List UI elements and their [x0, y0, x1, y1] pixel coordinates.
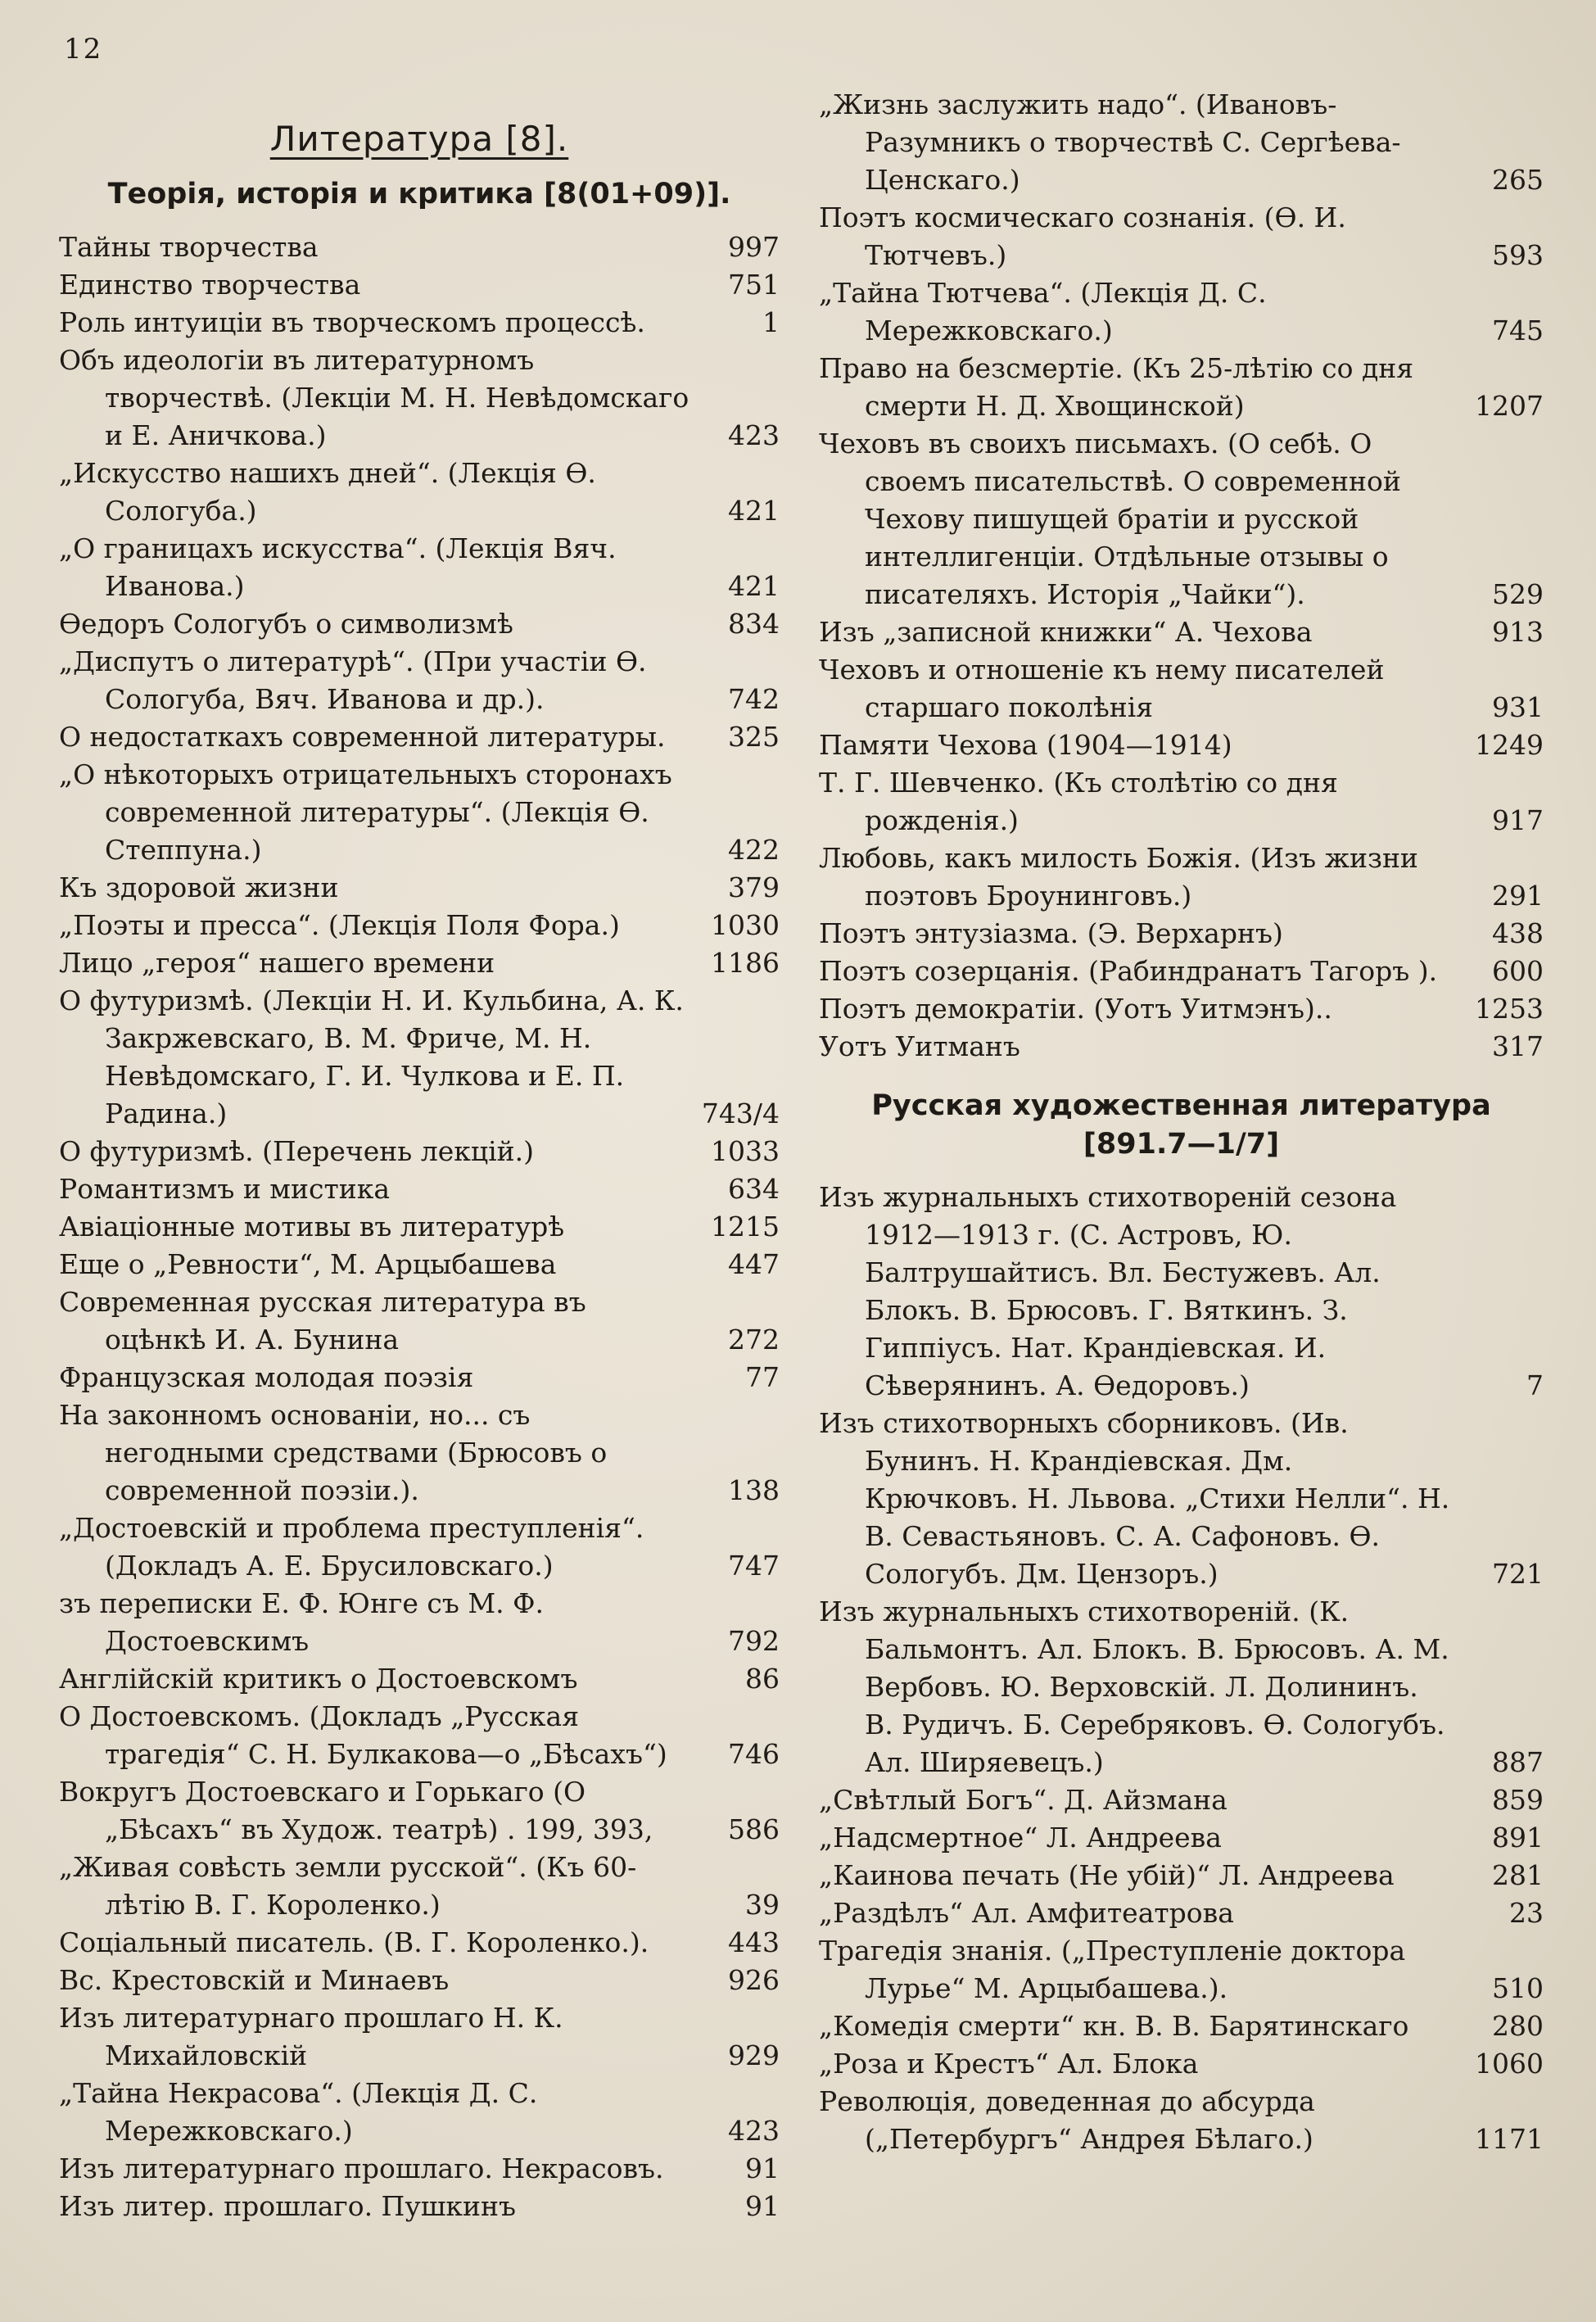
entry-title: Памяти Чехова (1904—1914) — [819, 729, 1232, 761]
entry-page-number: 746 — [728, 1738, 780, 1770]
index-entry — [819, 915, 1544, 953]
index-entry — [59, 1208, 780, 1246]
entry-page-number: 317 — [1492, 1030, 1544, 1062]
entry-title: „О границахъ искусства“. (Лекція Вяч. Иванова.) — [59, 532, 617, 602]
entry-title: Романтизмъ и мистика — [59, 1173, 390, 1205]
index-entry — [819, 2007, 1544, 2045]
index-entry — [819, 1819, 1544, 1857]
subsection-heading-theory: Теорія, исторія и критика [8(01+09)]. — [107, 178, 731, 210]
entry-page-number: 997 — [728, 231, 780, 263]
index-entry — [59, 1359, 780, 1396]
entry-page-number: 1030 — [711, 909, 780, 941]
entry-page-number: 281 — [1492, 1859, 1544, 1891]
entry-title: Французская молодая поэзія — [59, 1361, 474, 1393]
index-entry — [59, 455, 780, 530]
index-entry — [819, 1857, 1544, 1894]
index-entry — [59, 1660, 780, 1698]
index-entry — [59, 530, 780, 605]
entry-page-number: 1033 — [711, 1135, 780, 1167]
index-entry — [819, 1932, 1544, 2007]
index-entry — [59, 1585, 780, 1660]
entry-page-number: 272 — [728, 1324, 780, 1356]
entry-page-number: 438 — [1492, 917, 1544, 949]
index-entry — [59, 756, 780, 869]
right-entry-list — [819, 86, 1544, 1066]
entry-title: Чеховъ и отношеніе къ нему писателей старшаго поколѣнія — [819, 654, 1385, 723]
index-entry — [819, 726, 1544, 764]
entry-page-number: 423 — [728, 419, 780, 451]
index-entry — [819, 2045, 1544, 2083]
entry-page-number: 138 — [728, 1474, 780, 1506]
index-entry — [819, 274, 1544, 350]
entry-title: „О нѣкоторыхъ отрицательныхъ сторонахъ современной литературы“. (Лекція Ѳ. Степпуна.) — [59, 758, 672, 866]
entry-page-number: 1215 — [711, 1211, 780, 1242]
entry-page-number: 91 — [745, 2190, 780, 2222]
entry-page-number: 600 — [1492, 955, 1544, 987]
entry-title: Изъ литер. прошлаго. Пушкинъ — [59, 2190, 517, 2222]
index-entry — [59, 1510, 780, 1585]
index-entry — [59, 1246, 780, 1283]
entry-page-number: 1 — [762, 306, 780, 338]
entry-page-number: 1060 — [1475, 2048, 1544, 2080]
entry-page-number: 747 — [728, 1550, 780, 1582]
entry-title: Ѳедоръ Сологубъ о символизмѣ — [59, 608, 513, 640]
entry-title: зъ переписки Е. Ф. Юнге съ М. Ф. Достоевскимъ — [59, 1587, 544, 1657]
entry-page-number: 745 — [1492, 315, 1544, 346]
entry-title: „Тайна Некрасова“. (Лекція Д. С. Мережковскаго.) — [59, 2077, 538, 2147]
entry-page-number: 742 — [728, 683, 780, 715]
index-entry — [59, 982, 780, 1133]
entry-page-number: 325 — [728, 721, 780, 753]
entry-title: „Достоевскій и проблема преступленія“. (Докладъ А. Е. Брусиловскаго.) — [59, 1512, 644, 1582]
entry-page-number: 913 — [1492, 616, 1544, 648]
entry-title: Авіаціонные мотивы въ литературѣ — [59, 1211, 565, 1242]
entry-page-number: 743/4 — [701, 1098, 780, 1129]
index-entry — [59, 605, 780, 643]
index-entry — [59, 266, 780, 304]
entry-page-number: 926 — [728, 1964, 780, 1996]
entry-title: „Раздѣлъ“ Ал. Амфитеатрова — [819, 1897, 1234, 1929]
entry-page-number: 1171 — [1475, 2123, 1544, 2155]
index-entry — [59, 643, 780, 718]
index-entry — [819, 1405, 1544, 1593]
subsection-heading-russian-fiction: Русская художественная литература [891.7—1/7] — [871, 1089, 1491, 1161]
index-entry — [59, 869, 780, 907]
entry-title: О недостаткахъ современной литературы. — [59, 721, 666, 753]
entry-page-number: 7 — [1526, 1369, 1544, 1401]
index-entry — [59, 1962, 780, 1999]
entry-page-number: 379 — [728, 871, 780, 903]
entry-title: Изъ литературнаго прошлаго. Некрасовъ. — [59, 2152, 664, 2184]
entry-page-number: 86 — [745, 1663, 780, 1695]
entry-page-number: 1186 — [711, 947, 780, 979]
index-entry — [59, 2188, 780, 2225]
entry-page-number: 39 — [745, 1889, 780, 1921]
entry-title: Трагедія знанія. („Преступленіе доктора Лурье“ М. Арцыбашева.). — [819, 1935, 1406, 2004]
entry-title: „Искусство нашихъ дней“. (Лекція Ѳ. Сологуба.) — [59, 457, 596, 527]
entry-title: Единство творчества — [59, 269, 361, 301]
entry-page-number: 931 — [1492, 691, 1544, 723]
entry-title: Соціальный писатель. (В. Г. Короленко.). — [59, 1926, 649, 1958]
index-entry — [819, 86, 1544, 199]
entry-page-number: 529 — [1492, 578, 1544, 610]
entry-page-number: 422 — [728, 834, 780, 866]
right-column — [819, 86, 1544, 2158]
entry-page-number: 586 — [728, 1813, 780, 1845]
entry-title: Т. Г. Шевченко. (Къ столѣтію со дня рожденія.) — [819, 767, 1338, 836]
entry-title: Англійскій критикъ о Достоевскомъ — [59, 1663, 578, 1695]
entry-page-number: 887 — [1492, 1746, 1544, 1778]
index-entry — [819, 425, 1544, 613]
entry-page-number: 280 — [1492, 2010, 1544, 2042]
index-entry — [59, 718, 780, 756]
index-entry — [59, 907, 780, 944]
index-entry — [819, 1781, 1544, 1819]
entry-title: Любовь, какъ милость Божія. (Изъ жизни поэтовъ Броунинговъ.) — [819, 842, 1418, 912]
page-number: 12 — [64, 33, 103, 66]
index-entry — [59, 1133, 780, 1170]
entry-title: О футуризмѣ. (Перечень лекцій.) — [59, 1135, 535, 1167]
index-entry — [59, 342, 780, 455]
entry-title: Тайны творчества — [59, 231, 319, 263]
entry-title: Поэтъ демократіи. (Уотъ Уитмэнъ).. — [819, 993, 1332, 1025]
entry-page-number: 91 — [745, 2152, 780, 2184]
entry-page-number: 510 — [1492, 1972, 1544, 2004]
entry-title: „Роза и Крестъ“ Ал. Блока — [819, 2048, 1199, 2080]
index-entry — [59, 944, 780, 982]
index-entry — [59, 2075, 780, 2150]
entry-title: Къ здоровой жизни — [59, 871, 339, 903]
index-entry — [819, 1894, 1544, 1932]
left-column — [59, 86, 780, 2225]
entry-title: О Достоевскомъ. (Докладъ „Русская трагедія“ С. Н. Булкакова—о „Бѣсахъ“) — [59, 1700, 667, 1770]
index-entry — [819, 199, 1544, 274]
index-entry — [59, 229, 780, 266]
left-entry-list — [59, 229, 780, 2225]
entry-title: „Жизнь заслужить надо“. (Ивановъ-Разумникъ о творчествѣ С. Сергѣева-Ценскаго.) — [819, 88, 1401, 196]
index-entry — [59, 1283, 780, 1359]
entry-page-number: 917 — [1492, 804, 1544, 836]
entry-title: Уотъ Уитманъ — [819, 1030, 1020, 1062]
entry-page-number: 77 — [745, 1361, 780, 1393]
entry-title: „Свѣтлый Богъ“. Д. Айзмана — [819, 1784, 1228, 1816]
entry-title: Поэтъ созерцанія. (Рабиндранатъ Тагоръ ). — [819, 955, 1438, 987]
entry-page-number: 929 — [728, 2039, 780, 2071]
entry-page-number: 447 — [728, 1248, 780, 1280]
index-entry — [819, 651, 1544, 726]
entry-page-number: 634 — [728, 1173, 780, 1205]
index-entry — [819, 953, 1544, 990]
entry-title: На законномъ основаніи, но... съ негодными средствами (Брюсовъ о современной поэзіи.). — [59, 1399, 608, 1506]
right-entry-list-2 — [819, 1179, 1544, 2158]
entry-page-number: 834 — [728, 608, 780, 640]
index-entry — [819, 1593, 1544, 1781]
entry-title: „Комедія смерти“ кн. В. В. Барятинскаго — [819, 2010, 1409, 2042]
index-entry — [59, 1849, 780, 1924]
entry-title: Революція, доведенная до абсурда („Петербургъ“ Андрея Бѣлаго.) — [819, 2085, 1315, 2155]
entry-title: Изъ литературнаго прошлаго Н. К. Михайловскій — [59, 2002, 563, 2071]
index-entry — [59, 1396, 780, 1510]
entry-page-number: 423 — [728, 2115, 780, 2147]
entry-page-number: 265 — [1492, 164, 1544, 196]
section-heading-literature: Литература [8]. — [269, 119, 569, 159]
entry-title: Лицо „героя“ нашего времени — [59, 947, 495, 979]
index-entry — [59, 304, 780, 342]
entry-title: Изъ „записной книжки“ А. Чехова — [819, 616, 1313, 648]
index-entry — [59, 1999, 780, 2075]
entry-page-number: 1207 — [1475, 390, 1544, 422]
entry-title: „Каинова печать (Не убій)“ Л. Андреева — [819, 1859, 1395, 1891]
index-entry — [819, 764, 1544, 840]
entry-page-number: 443 — [728, 1926, 780, 1958]
entry-title: Объ идеологіи въ литературномъ творчествѣ. (Лекціи М. Н. Невѣдомскаго и Е. Аничкова.) — [59, 344, 689, 451]
entry-title: „Надсмертное“ Л. Андреева — [819, 1822, 1222, 1854]
entry-page-number: 593 — [1492, 239, 1544, 271]
entry-page-number: 1249 — [1475, 729, 1544, 761]
entry-title: Вокругъ Достоевскаго и Горькаго (О „Бѣсахъ“ въ Худож. театрѣ) . 199, 393, — [59, 1776, 653, 1845]
entry-title: „Поэты и пресса“. (Лекція Поля Фора.) — [59, 909, 620, 941]
entry-title: „Диспутъ о литературѣ“. (При участіи Ѳ. Сологуба, Вяч. Иванова и др.). — [59, 645, 647, 715]
entry-page-number: 23 — [1509, 1897, 1544, 1929]
entry-title: О футуризмѣ. (Лекціи Н. И. Кульбина, А. К. Закржевскаго, В. М. Фриче, М. Н. Невѣдомскаго, Г. И. Чулкова и Е. П. Радина.) — [59, 984, 684, 1129]
entry-title: Изъ стихотворныхъ сборниковъ. (Ив. Бунинъ. Н. Крандіевская. Дм. Крючковъ. Н. Львова. „Стихи Нелли“. Н. В. Севастьяновъ. С. А. Сафоновъ. Ѳ. Сологубъ. Дм. Цензоръ.) — [819, 1407, 1450, 1590]
entry-title: „Живая совѣсть земли русской“. (Къ 60-лѣтію В. Г. Короленко.) — [59, 1851, 637, 1921]
index-entry — [59, 1924, 780, 1962]
index-entry — [819, 613, 1544, 651]
entry-title: Роль интуиціи въ творческомъ процессѣ. — [59, 306, 645, 338]
entry-page-number: 421 — [728, 570, 780, 602]
index-entry — [819, 840, 1544, 915]
index-entry — [59, 2150, 780, 2188]
entry-title: Право на безсмертіе. (Къ 25-лѣтію со дня смерти Н. Д. Хвощинской) — [819, 352, 1414, 422]
entry-page-number: 721 — [1492, 1558, 1544, 1590]
index-entry — [819, 990, 1544, 1028]
index-entry — [59, 1170, 780, 1208]
index-entry — [819, 2083, 1544, 2158]
index-entry — [819, 350, 1544, 425]
entry-title: Еще о „Ревности“, М. Арцыбашева — [59, 1248, 557, 1280]
entry-title: Изъ журнальныхъ стихотвореній. (К. Бальмонтъ. Ал. Блокъ. В. Брюсовъ. А. М. Вербовъ. Ю. Верховскій. Л. Долининъ. В. Рудичъ. Б. Серебряковъ. Ѳ. Сологубъ. Ал. Ширяевецъ.) — [819, 1596, 1449, 1778]
entry-title: Современная русская литература въ оцѣнкѣ И. А. Бунина — [59, 1286, 586, 1356]
entry-title: Изъ журнальныхъ стихотвореній сезона 1912—1913 г. (С. Астровъ, Ю. Балтрушайтисъ. Вл. Бестужевъ. Ал. Блокъ. В. Брюсовъ. Г. Вяткинъ. З. Гиппіусъ. Нат. Крандіевская. И. Сѣверянинъ. А. Ѳедоровъ.) — [819, 1181, 1397, 1401]
entry-title: Поэтъ космическаго сознанія. (Ѳ. И. Тютчевъ.) — [819, 201, 1346, 271]
entry-page-number: 792 — [728, 1625, 780, 1657]
entry-page-number: 421 — [728, 495, 780, 527]
index-entry — [59, 1698, 780, 1773]
index-entry — [59, 1773, 780, 1849]
entry-title: Чеховъ въ своихъ письмахъ. (О себѣ. О своемъ писательствѣ. О современной Чехову пишущей братіи и русской интеллигенціи. Отдѣльные отзывы о писателяхъ. Исторія „Чайки“). — [819, 428, 1401, 610]
index-entry — [819, 1179, 1544, 1405]
entry-page-number: 891 — [1492, 1822, 1544, 1854]
index-entry — [819, 1028, 1544, 1066]
entry-page-number: 1253 — [1475, 993, 1544, 1025]
entry-page-number: 751 — [728, 269, 780, 301]
entry-title: Поэтъ энтузіазма. (Э. Верхарнъ) — [819, 917, 1283, 949]
entry-page-number: 859 — [1492, 1784, 1544, 1816]
entry-title: „Тайна Тютчева“. (Лекція Д. С. Мережковскаго.) — [819, 277, 1267, 346]
entry-page-number: 291 — [1492, 880, 1544, 912]
entry-title: Вс. Крестовскій и Минаевъ — [59, 1964, 450, 1996]
